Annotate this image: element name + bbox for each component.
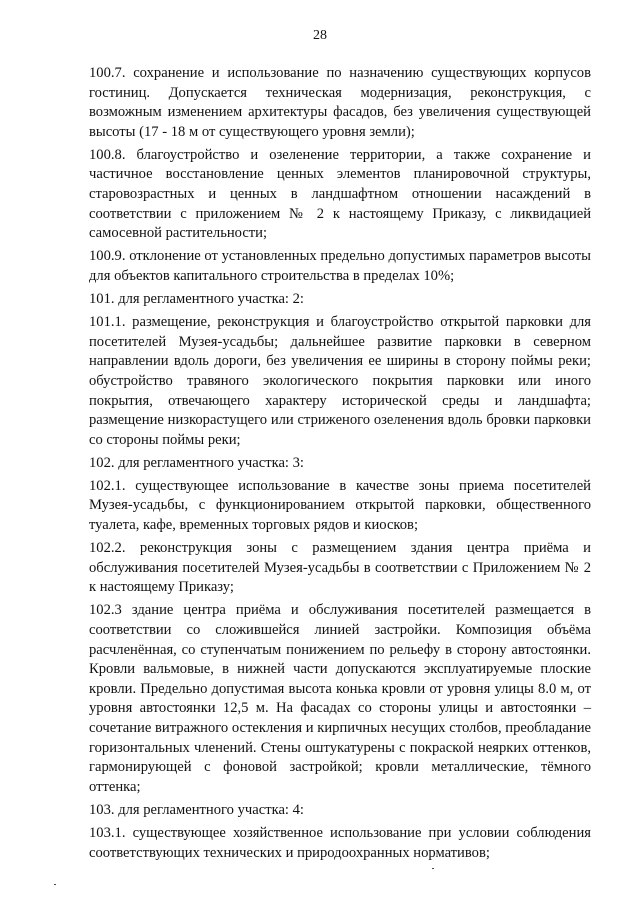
paragraph-103: 103. для регламентного участка: 4:: [89, 801, 304, 818]
paragraph-101-1: 101.1. размещение, реконструкция и благоустройство открытой парковки для посетителей Музея-усадьбы; дальнейшее развитие парковки в северном направлении вдоль дороги, без увеличения ее ширины в сторону поймы реки; обустройство травяного экологического покрытия парковки или иного покрытия, отвечающего характеру исторической среды и ландшафта; размещение низкорастущего или стриженого озеленения вдоль бровки парковки со стороны поймы реки;: [89, 314, 591, 448]
scan-speck-left: [54, 884, 56, 885]
paragraph-102: 102. для регламентного участка: 3:: [89, 454, 304, 471]
paragraph-100-7: 100.7. сохранение и использование по назначению существующих корпусов гостиниц. Допускается техническая модернизация, реконструкция, с возможным изменением архитектуры фасадов, без увеличения существующей высоты (17 - 18 м от существующего уровня земли);: [89, 65, 591, 140]
paragraph-101: 101. для регламентного участка: 2:: [89, 291, 304, 308]
paragraph-102-3: 102.3 здание центра приёма и обслуживания посетителей размещается в соответствии со сложившейся линией застройки. Композиция объёма расчленённая, со ступенчатым понижением по рельефу в сторону автостоянки. Кровли вальмовые, в нижней части допускаются эксплуатируемые плоские кровли. Предельно допустимая высота конька кровли от уровня улицы 8.0 м, от уровня автостоянки 12,5 м. На фасадах со стороны улицы и автостоянки – сочетание витражного остекления и кирпичных несущих столбов, преобладание горизонтальных членений. Стены оштукатурены с покраской неярких оттенков, гармонирующей с фоновой застройкой; кровли металлические, тёмного оттенка;: [89, 602, 591, 795]
paragraph-100-9: 100.9. отклонение от установленных предельно допустимых параметров высоты для объектов капитального строительства в пределах 10%;: [89, 248, 591, 284]
paragraph-102-2: 102.2. реконструкция зоны с размещением здания центра приёма и обслуживания посетителей Музея-усадьбы в соответствии с Приложением № 2 к настоящему Приказу;: [89, 540, 591, 596]
scan-speck-right: [432, 868, 434, 869]
page-number: 28: [313, 28, 327, 43]
paragraph-103-1: 103.1. существующее хозяйственное использование при условии соблюдения соответствующих технических и природоохранных нормативов;: [89, 824, 591, 861]
paragraph-100-8: 100.8. благоустройство и озеленение территории, а также сохранение и частичное восстановление ценных элементов планировочной структуры, старовозрастных и ценных в ландшафтном отношении насаждений в соответствии с приложением № 2 к настоящему Приказу, с ликвидацией самосевной растительности;: [89, 146, 591, 242]
paragraph-102-1: 102.1. существующее использование в качестве зоны приема посетителей Музея-усадьбы, с функционированием открытой парковки, общественного туалета, кафе, временных торговых рядов и киосков;: [89, 477, 591, 534]
document-body: [89, 64, 591, 867]
